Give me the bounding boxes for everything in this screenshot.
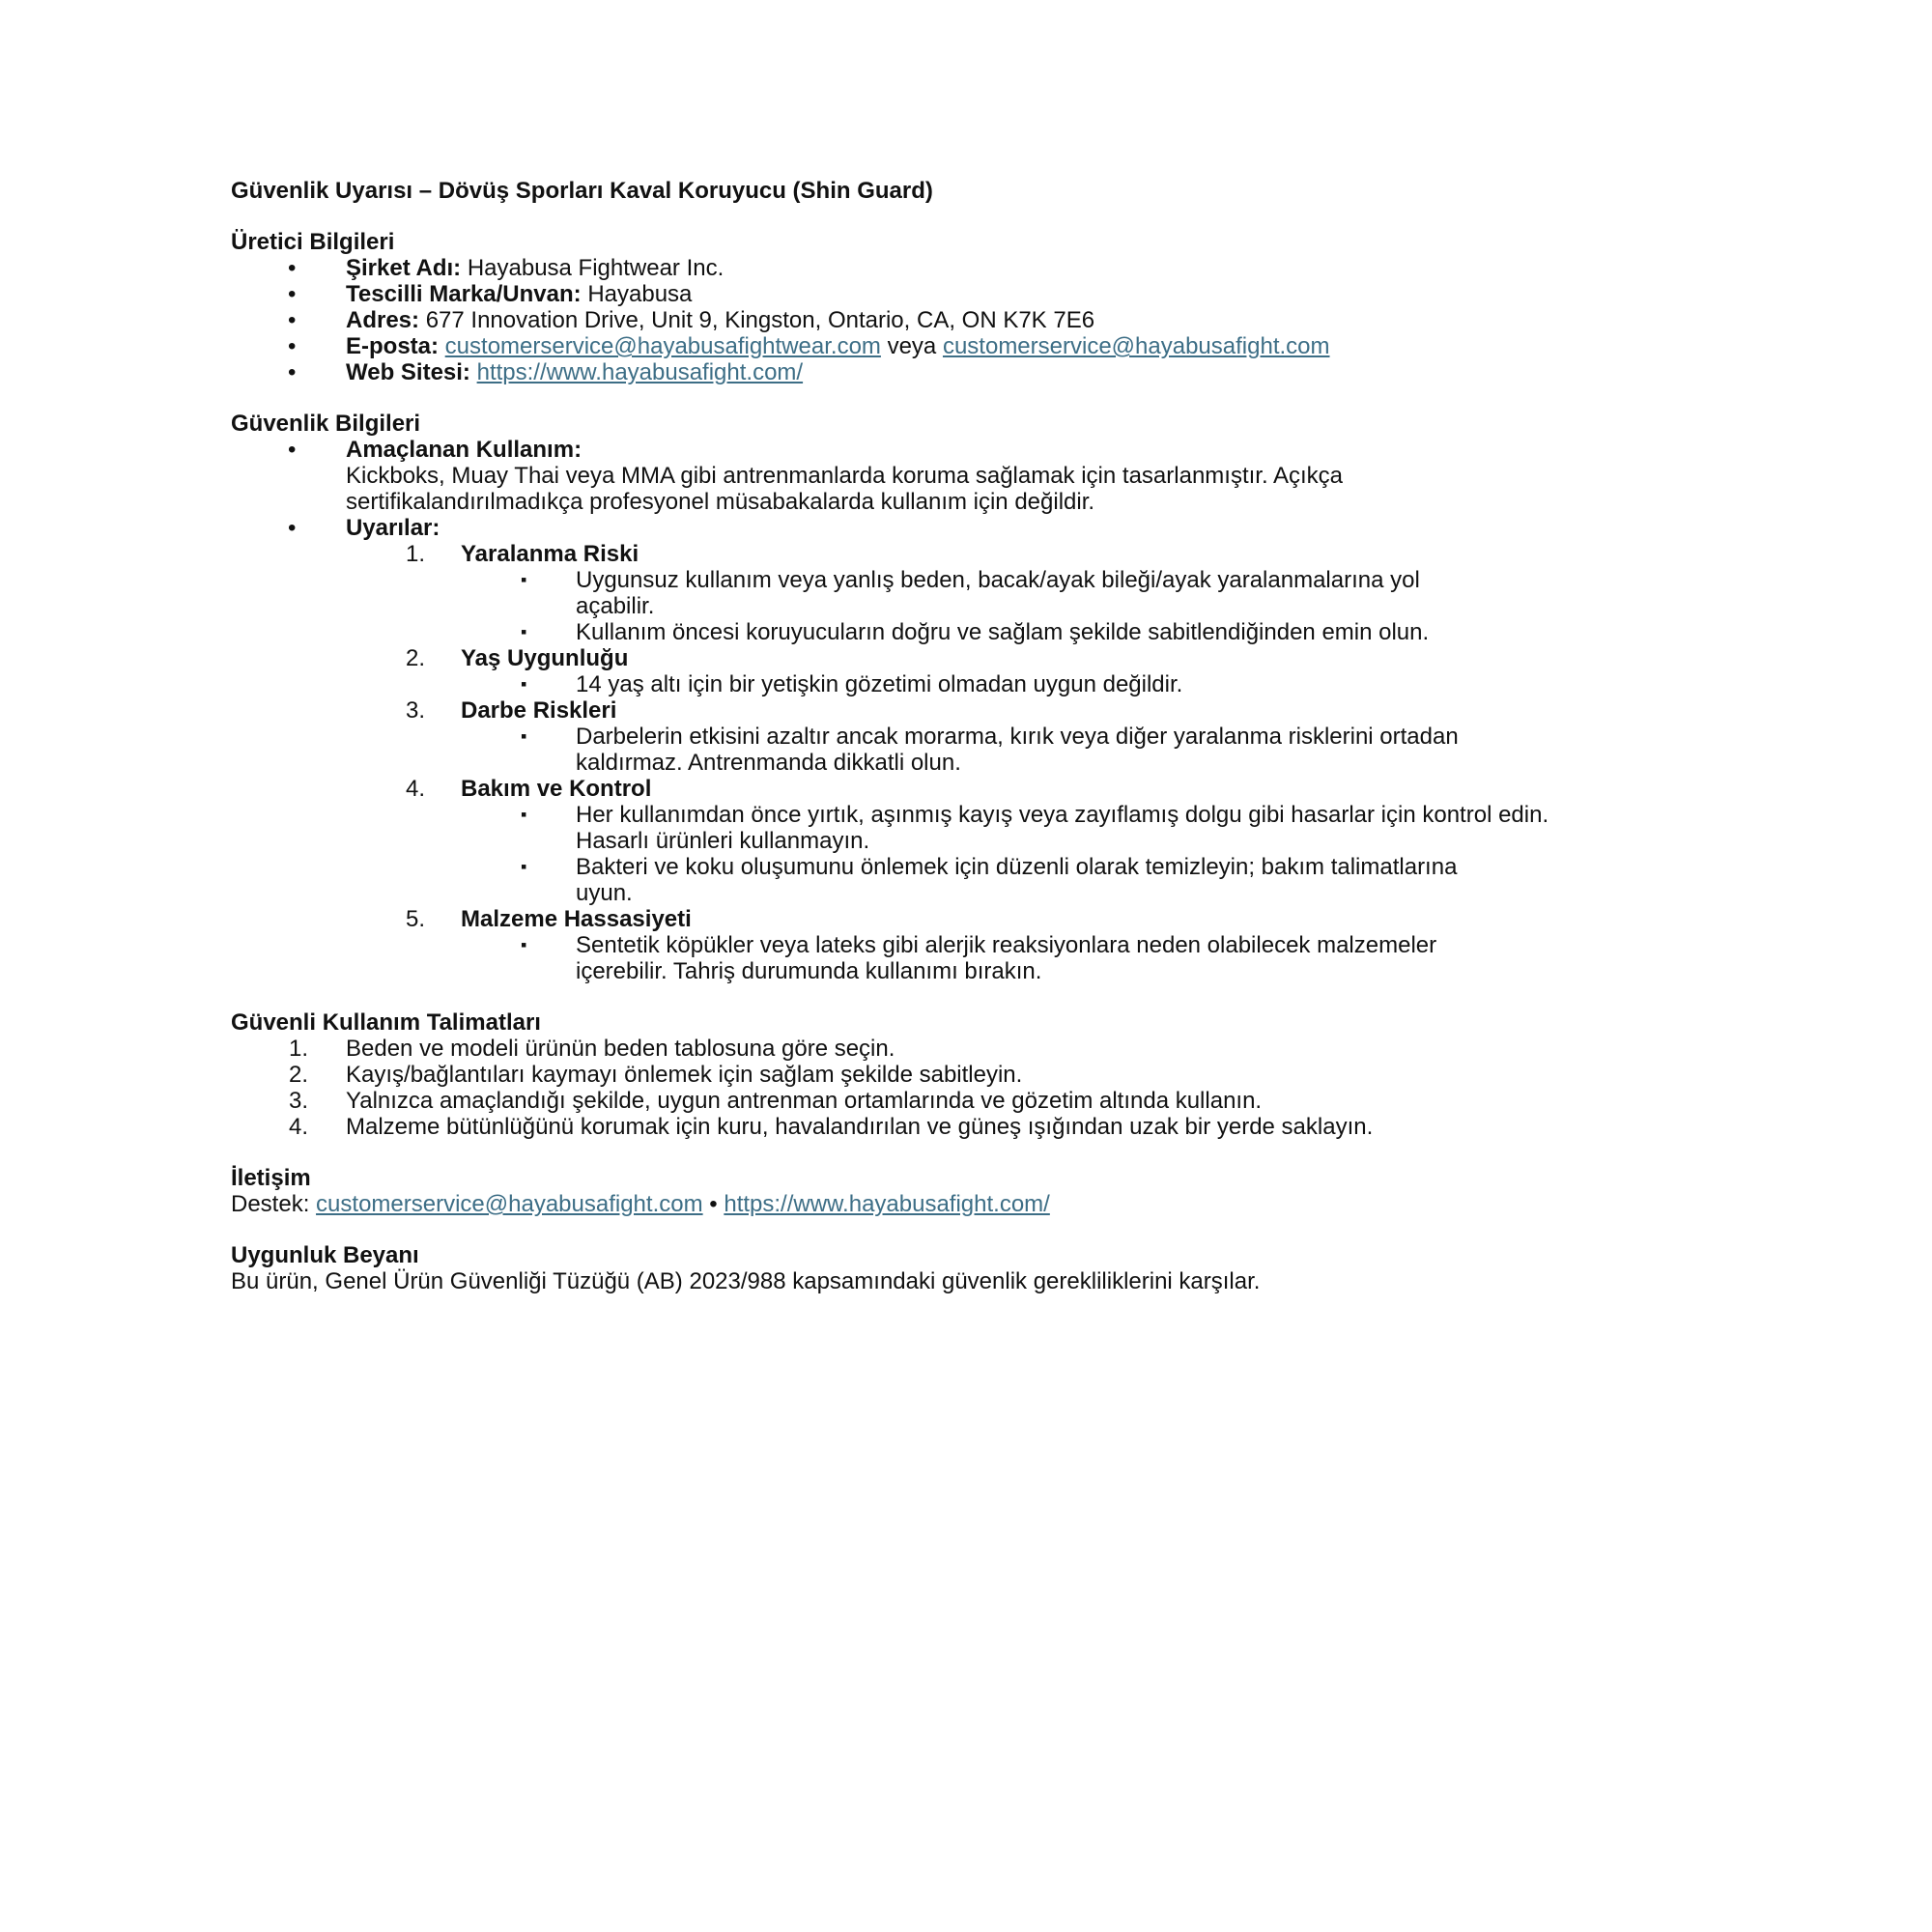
conformity-text: Bu ürün, Genel Ürün Güvenliği Tüzüğü (AB) 2023/988 kapsamındaki güvenlik gerekliliklerini karşılar. (231, 1268, 1261, 1294)
warning-item (231, 906, 1738, 932)
warning-point-text: Darbelerin etkisini azaltır ancak morarma, kırık veya diğer yaralanma risklerini ortadan kaldırmaz. Antrenmanda dikkatli olun. (576, 724, 1459, 776)
warning-number: 1. (406, 541, 426, 567)
intended-use-text: Kickboks, Muay Thai veya MMA gibi antrenmanlarda koruma sağlamak için tasarlanmıştır. Açıkça sertifikalandırılmadıkça profesyonel müsabakalarda kullanım için değildir. (346, 463, 1343, 515)
instruction-item (231, 1114, 1738, 1140)
intended-use-label: Amaçlanan Kullanım: (346, 437, 582, 463)
bullet-marker: • (288, 359, 297, 385)
support-email-link[interactable]: customerservice@hayabusafight.com (316, 1191, 703, 1217)
email-link-primary[interactable]: customerservice@hayabusafightwear.com (444, 333, 881, 359)
manufacturer-section (231, 229, 1738, 385)
manufacturer-heading: Üretici Bilgileri (231, 229, 395, 255)
square-bullet-icon: ▪ (521, 935, 527, 954)
bullet-marker: • (288, 333, 297, 359)
email-label: E-posta: (346, 333, 439, 359)
company-row (231, 255, 1738, 281)
instruction-text: Beden ve modeli ürünün beden tablosuna göre seçin. (346, 1036, 895, 1062)
warning-point-text: Bakteri ve koku oluşumunu önlemek için düzenli olarak temizleyin; bakım talimatlarına uyun. (576, 854, 1458, 906)
brand-row (231, 281, 1738, 307)
warning-point (231, 802, 1738, 854)
address-label: Adres: (346, 307, 420, 333)
support-label: Destek: (231, 1191, 310, 1217)
warning-point-text: Uygunsuz kullanım veya yanlış beden, bacak/ayak bileği/ayak yaralanmalarına yol açabilir. (576, 567, 1420, 619)
warning-number: 5. (406, 906, 426, 932)
bullet-marker: • (288, 307, 297, 333)
instruction-text: Malzeme bütünlüğünü korumak için kuru, havalandırılan ve güneş ışığından uzak bir yerde saklayın. (346, 1114, 1374, 1140)
warning-point (231, 619, 1738, 645)
company-value: Hayabusa Fightwear Inc. (467, 255, 724, 281)
document-title: Güvenlik Uyarısı – Dövüş Sporları Kaval Koruyucu (Shin Guard) (231, 178, 933, 204)
email-separator: veya (887, 333, 937, 359)
instruction-text: Kayış/bağlantıları kaymayı önlemek için sağlam şekilde sabitleyin. (346, 1062, 1023, 1088)
warning-point-text: Kullanım öncesi koruyucuların doğru ve sağlam şekilde sabitlendiğinden emin olun. (576, 619, 1430, 645)
conformity-section (231, 1242, 1738, 1294)
square-bullet-icon: ▪ (521, 726, 527, 746)
warning-number: 4. (406, 776, 426, 802)
bullet-marker: • (288, 255, 297, 281)
brand-label: Tescilli Marka/Unvan: (346, 281, 582, 307)
instruction-number: 1. (289, 1036, 309, 1062)
instruction-number: 4. (289, 1114, 309, 1140)
warning-point (231, 671, 1738, 697)
support-website-link[interactable]: https://www.hayabusafight.com/ (724, 1191, 1050, 1217)
warning-item (231, 776, 1738, 802)
instruction-item (231, 1062, 1738, 1088)
warning-number: 3. (406, 697, 426, 724)
warning-point (231, 932, 1738, 984)
warning-title: Yaş Uygunluğu (461, 645, 629, 671)
bullet-marker: • (288, 515, 297, 541)
warning-title: Darbe Riskleri (461, 697, 617, 724)
warning-point (231, 567, 1738, 619)
warning-point (231, 724, 1738, 776)
instruction-item (231, 1088, 1738, 1114)
square-bullet-icon: ▪ (521, 674, 527, 694)
instructions-section (231, 1009, 1738, 1140)
website-label: Web Sitesi: (346, 359, 470, 385)
square-bullet-icon: ▪ (521, 570, 527, 589)
bullet-marker: • (288, 281, 297, 307)
warning-item (231, 645, 1738, 671)
brand-value: Hayabusa (587, 281, 693, 307)
email-row (231, 333, 1738, 359)
safety-section (231, 411, 1738, 984)
safety-heading: Güvenlik Bilgileri (231, 411, 421, 437)
warning-point-text: Sentetik köpükler veya lateks gibi alerjik reaksiyonlara neden olabilecek malzemeler içerebilir. Tahriş durumunda kullanımı bırakın. (576, 932, 1437, 984)
warning-title: Yaralanma Riski (461, 541, 639, 567)
conformity-heading: Uygunluk Beyanı (231, 1242, 419, 1268)
warning-title: Bakım ve Kontrol (461, 776, 652, 802)
instruction-text: Yalnızca amaçlandığı şekilde, uygun antrenman ortamlarında ve gözetim altında kullanın. (346, 1088, 1263, 1114)
contact-heading: İletişim (231, 1165, 311, 1191)
warnings-label: Uyarılar: (346, 515, 440, 541)
warning-item (231, 541, 1738, 567)
warning-point-text: Her kullanımdan önce yırtık, aşınmış kayış veya zayıflamış dolgu gibi hasarlar için kontrol edin. Hasarlı ürünleri kullanmayın. (576, 802, 1549, 854)
warnings-row (231, 515, 1738, 541)
instruction-number: 2. (289, 1062, 309, 1088)
instruction-number: 3. (289, 1088, 309, 1114)
support-row (231, 1191, 1738, 1217)
contact-section (231, 1165, 1738, 1217)
website-row (231, 359, 1738, 385)
document-page (231, 178, 1738, 1320)
square-bullet-icon: ▪ (521, 857, 527, 876)
warning-number: 2. (406, 645, 426, 671)
square-bullet-icon: ▪ (521, 805, 527, 824)
company-label: Şirket Adı: (346, 255, 462, 281)
warning-point (231, 854, 1738, 906)
instructions-heading: Güvenli Kullanım Talimatları (231, 1009, 541, 1036)
square-bullet-icon: ▪ (521, 622, 527, 641)
address-row (231, 307, 1738, 333)
contact-separator: • (709, 1191, 718, 1217)
warning-title: Malzeme Hassasiyeti (461, 906, 692, 932)
address-value: 677 Innovation Drive, Unit 9, Kingston, Ontario, CA, ON K7K 7E6 (425, 307, 1095, 333)
website-link[interactable]: https://www.hayabusafight.com/ (476, 359, 804, 385)
intended-use-row (231, 437, 1738, 515)
email-link-secondary[interactable]: customerservice@hayabusafight.com (942, 333, 1330, 359)
bullet-marker: • (288, 437, 297, 463)
warning-item (231, 697, 1738, 724)
instruction-item (231, 1036, 1738, 1062)
warning-point-text: 14 yaş altı için bir yetişkin gözetimi olmadan uygun değildir. (576, 671, 1183, 697)
